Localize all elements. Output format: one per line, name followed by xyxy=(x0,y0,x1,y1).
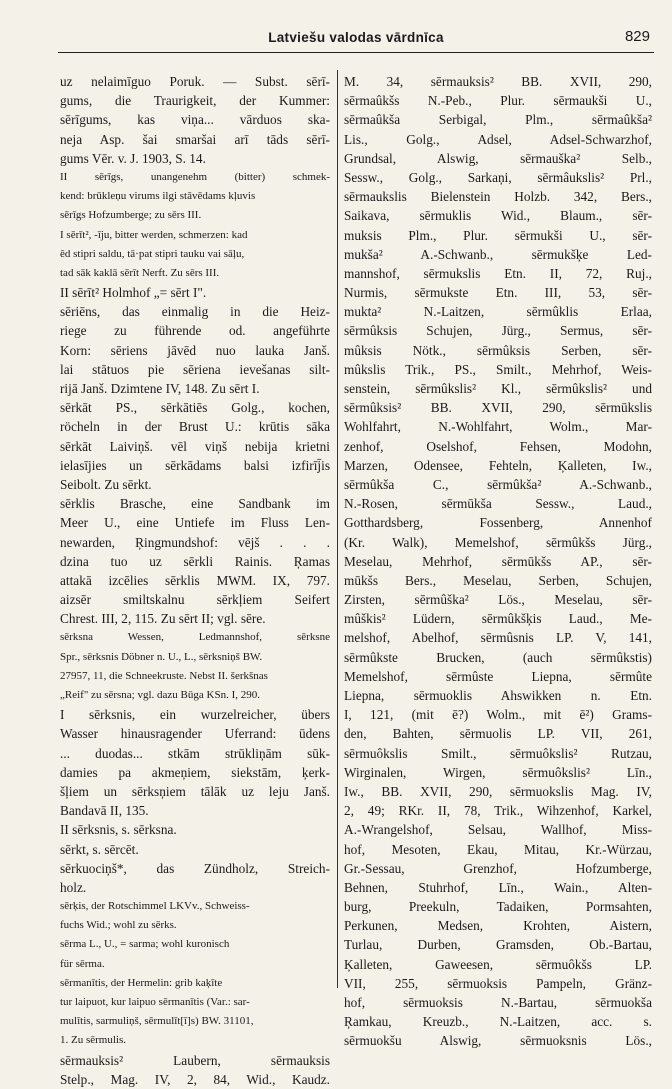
entry-line: Korn: sēriens jāvēd nuo lauka Janš. xyxy=(60,342,330,358)
entry-line: muksis Plm., Plur. sērmukši U., sēr- xyxy=(344,227,652,243)
entry-line: sērmaûkšs N.-Peb., Plur. sērmaukši U., xyxy=(344,93,652,109)
entry-line: A.-Wrangelshof, Selsau, Wallhof, Miss- xyxy=(344,822,652,838)
entry-line: kend: brūkleņu virums ilgi stāvēdams kļuvis xyxy=(60,190,256,203)
entry-line: uz nelaimīguo Poruk. — Subst. sērī- xyxy=(60,74,330,89)
entry-line: mukta² N.-Laitzen, sērmûklis Erlaa, xyxy=(344,304,652,320)
entry-line: hof, Mesoten, Ekau, Mitau, Kr.-Würzau, xyxy=(344,841,652,857)
entry-line: 1. Zu sērmulis. xyxy=(60,1034,126,1047)
entry-line: sērklis Brasche, eine Sandbank im xyxy=(60,496,330,512)
entry-line: Gotthardsberg, Fossenberg, Annenhof xyxy=(344,515,652,531)
entry-line: gums Vēr. v. J. 1903, S. 14. xyxy=(60,150,206,166)
entry-line: 2, 49; RKr. II, 78, Trik., Wihzenhof, Karkel, xyxy=(344,803,652,819)
entry-line: sērkāt PS., sērkātiēs Golg., kochen, xyxy=(60,400,330,416)
entry-line: Ķalleten, Gaweesen, sērmuôkšs LP. xyxy=(344,956,652,972)
entry-line: Chrest. III, 2, 115. Zu sērt II; vgl. sēre. xyxy=(60,611,266,627)
entry-line: Memelshof, sērmûste Liepna, sērmûte xyxy=(344,668,652,684)
entry-line: aizsēr smiltskalnu sērkļiem Seifert xyxy=(60,592,330,608)
entry-line: sērma L., U., = sarma; wohl kuronisch xyxy=(60,938,230,951)
entry-line: sērmûkste Brucken, (auch sērmûkstis) xyxy=(344,649,652,665)
entry-line: Perkunen, Medsen, Krohten, Aistern, xyxy=(344,918,652,934)
entry-line: sērkāt Laiviņš. vēl viņš nebija krietni xyxy=(60,438,330,454)
entry-line: mannshof, sērmukslis Etn. II, 72, Ruj., xyxy=(344,265,652,281)
entry-line: M. 34, sērmauksis² BB. XVII, 290, xyxy=(344,74,652,89)
entry-line: šļiem un sērksņiem tālāk uz leju Janš. xyxy=(60,783,330,799)
entry-line: mukša² A.-Schwanb., sērmukšķe Led- xyxy=(344,246,652,262)
page-title: Latviešu valodas vārdnīca xyxy=(268,30,444,45)
entry-line: mûksis Nötk., sērmûksis Serben, sēr- xyxy=(344,342,652,358)
entry-line: sēriēns, das einmalig in die Heiz- xyxy=(60,304,330,320)
entry-line: (Kr. Walk), Memelshof, sērmûkšs Jürg., xyxy=(344,534,652,550)
entry-line: sērīgs Hofzumberge; zu sērs III. xyxy=(60,209,202,222)
page-number: 829 xyxy=(624,28,650,45)
entry-line: mulītis, sarmuliņš, sērmulīt[ī]s) BW. 31101, xyxy=(60,1015,254,1028)
entry-line: sērmûksis Schujen, Jürg., Sermus, sēr- xyxy=(344,323,652,339)
entry-line: Iw., BB. XVII, 290, sērmuokslis Mag. IV, xyxy=(344,783,652,799)
entry-line: zenhof, Oselshof, Fehsen, Modohn, xyxy=(344,438,652,454)
entry-line: sērkt, s. sērcēt. xyxy=(60,841,139,857)
entry-line: VII, 255, sērmuoksis Pampeln, Gränz- xyxy=(344,975,652,991)
entry-line: damies pa akmeņiem, siekstām, ķerk- xyxy=(60,764,330,780)
entry-line: sērķis, der Rotschimmel LKVv., Schweiss- xyxy=(60,900,250,913)
entry-line: röcheln in der Brust U.: krūtis sāka xyxy=(60,419,330,435)
entry-line: Saikava, sērmuklis Wid., Blaum., sēr- xyxy=(344,208,652,224)
entry-line: Zirsten, sērmûška² Lös., Meselau, sēr- xyxy=(344,592,652,608)
entry-line: Stelp., Mag. IV, 2, 84, Wid., Kaudz. xyxy=(60,1071,330,1087)
entry-line: Marzen, Odensee, Fehteln, Ķalleten, Iw., xyxy=(344,457,652,473)
column-divider xyxy=(337,70,338,988)
entry-line: neja Asp. šai smaršai arī tāds sērī- xyxy=(60,131,330,147)
entry-line: II sērīt² Holmhof „= sērt I". xyxy=(60,285,207,301)
entry-line: melshof, Abelhof, sērmûsnis LP. V, 141, xyxy=(344,630,652,646)
entry-line: newarden, Ŗingmundshof: vējš . . . xyxy=(60,534,330,550)
entry-line: holz. xyxy=(60,879,87,895)
entry-line: Seibolt. Zu sērkt. xyxy=(60,476,152,492)
entry-line: I, 121, (mit ē?) Wolm., mit ē²) Grams- xyxy=(344,707,652,723)
entry-line: fuchs Wid.; wohl zu sērks. xyxy=(60,919,177,932)
entry-line: Meer U., eine Untiefe im Fluss Len- xyxy=(60,515,330,531)
entry-line: „Reif" zu sērsna; vgl. dazu Būga KSn. I, 290. xyxy=(60,689,261,701)
entry-line: ēd stipri saldu, tā·pat stipri tauku vai sāļu, xyxy=(60,247,245,260)
entry-line: ... duodas... stkām strūkliņām sūk- xyxy=(60,745,330,761)
entry-line: sērmuokšu Alswig, sērmuoksnis Lös., xyxy=(344,1033,652,1049)
entry-line: Gr.-Sessau, Grenzhof, Hofzumberge, xyxy=(344,860,652,876)
entry-line: Behnen, Stuhrhof, Līn., Wain., Alten- xyxy=(344,879,652,895)
entry-line: sērksna Wessen, Ledmannshof, sērksne xyxy=(60,631,330,644)
entry-line: sērmaukslis Bielenstein Holzb. 342, Bers., xyxy=(344,189,652,205)
entry-line: ielasījies un sērkādams balsi izfirīj̄is xyxy=(60,457,330,473)
entry-line: lai stātuos pie sēriena ievešanas silt- xyxy=(60,361,330,377)
entry-line: riege zu führende od. angeführte xyxy=(60,323,330,339)
entry-line: Spr., sērksnis Döbner n. U., L., sērksniņš BW. xyxy=(60,650,263,663)
entry-line: gums, die Traurigkeit, der Kummer: xyxy=(60,93,330,109)
entry-line: Turlau, Durben, Gramsden, Ob.-Bartau, xyxy=(344,937,652,953)
entry-line: Wasser hinausragender Uferrand: ūdens xyxy=(60,726,330,742)
entry-line: sērmauksis² Laubern, sērmauksis xyxy=(60,1052,330,1068)
entry-line: Lis., Golg., Adsel, Adsel-Schwarzhof, xyxy=(344,131,652,147)
entry-line: Ŗamkau, Kreuzb., N.-Laitzen, acc. s. xyxy=(344,1014,652,1030)
right-column xyxy=(344,72,652,1051)
entry-line: den, Bahten, sērmuolis LP. VII, 261, xyxy=(344,726,652,742)
entry-line: Grundsal, Alswig, sērmauška² Selb., xyxy=(344,150,652,166)
entry-line: II sērīgs, unangenehm (bitter) schmek- xyxy=(60,170,330,183)
entry-line: Nurmis, sērmukste Etn. III, 53, sēr- xyxy=(344,285,652,301)
entry-line: burg, Preekuln, Tadaiken, Pormsahten, xyxy=(344,899,652,915)
entry-line: sērmaûkša Serbigal, Plm., sērmaûkša² xyxy=(344,112,652,128)
entry-line: dzina tuo uz sērkli Rainis. Ŗamas xyxy=(60,553,330,569)
entry-line: für sērma. xyxy=(60,957,105,970)
entry-line: sērmanītis, der Hermelin: grib kaķīte xyxy=(60,976,223,989)
entry-line: Wirginalen, Wirgen, sērmuôkslis² Līn., xyxy=(344,764,652,780)
entry-line: Meselau, Mehrhof, sērmūkšs AP., sēr- xyxy=(344,553,652,569)
entry-line: rijā Janš. Dzimtene IV, 148. Zu sērt I. xyxy=(60,381,260,396)
entry-line: I sērksnis, ein wurzelreicher, übers xyxy=(60,707,330,723)
entry-line: Sessw., Golg., Sarkaņi, sērmâukslis² Prl., xyxy=(344,169,652,185)
entry-line: tur laipuot, kur laipuo sērmanītis (Var.: sar- xyxy=(60,996,250,1008)
entry-line: sērmûkša C., sērmûkša² A.-Schwanb., xyxy=(344,476,652,492)
entry-line: hof, sērmuoksis N.-Bartau, sērmuokša xyxy=(344,995,652,1010)
entry-line: mûškis² Lüdern, sērmûkšķis Laud., Me- xyxy=(344,611,652,627)
entry-line: Liepna, sērmuoklis Ahswikken n. Etn. xyxy=(344,688,652,703)
running-header xyxy=(58,30,654,53)
entry-line: II sērksnis, s. sērksna. xyxy=(60,822,177,838)
entry-line: Wohlfahrt, N.-Wohlfahrt, Wolm., Mar- xyxy=(344,419,652,435)
entry-line: mūkšs Bers., Meselau, Serben, Schujen, xyxy=(344,572,652,588)
entry-line: 27957, 11, die Schneekruste. Nebst II. šerkšnas xyxy=(60,669,268,682)
entry-line: N.-Rosen, sērmūkša Sessw., Laud., xyxy=(344,496,652,512)
entry-line: senstein, sērmûkslis² Kl., sērmûkslis² und xyxy=(344,381,652,396)
entry-line: I sērīt², -īju, bitter werden, schmerzen: kad xyxy=(60,228,248,241)
entry-line: attakā izcēlies sērklis MWM. IX, 797. xyxy=(60,572,330,588)
entry-line: Bandavā II, 135. xyxy=(60,803,149,819)
entry-line: tad sāk kaklā sērīt Nerft. Zu sērs III. xyxy=(60,266,220,279)
left-column xyxy=(60,72,330,1089)
entry-line: sērkuociņš*, das Zündholz, Streich- xyxy=(60,860,330,876)
entry-line: mûkslis Trik., PS., Smilt., Mehrhof, Weis- xyxy=(344,361,652,377)
entry-line: sērīgums, kas viņa... vārduos ska- xyxy=(60,112,330,128)
entry-line: sērmuôkslis Smilt., sērmuôkslis² Rutzau, xyxy=(344,745,652,761)
entry-line: sērmûksis² BB. XVII, 290, sērmūkslis xyxy=(344,400,652,416)
